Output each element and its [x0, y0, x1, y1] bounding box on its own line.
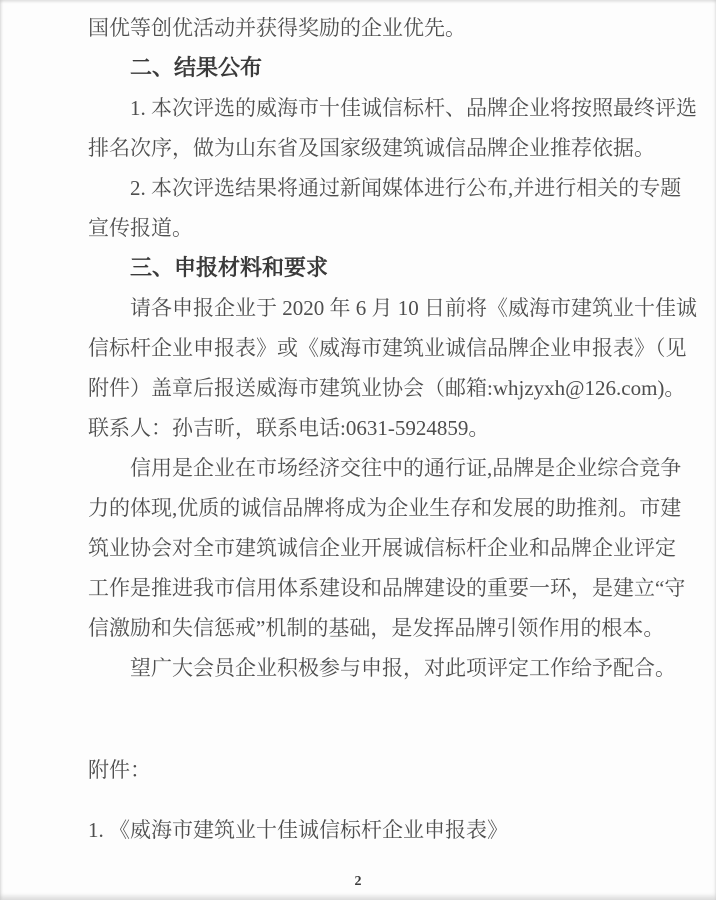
document-line: 请各申报企业于 2020 年 6 月 10 日前将《威海市建筑业十佳诚 — [130, 296, 697, 320]
document-line: 力的体现,优质的诚信品牌将成为企业生存和发展的助推剂。市建 — [88, 496, 682, 520]
document-line: 排名次序，做为山东省及国家级建筑诚信品牌企业推荐依据。 — [88, 136, 655, 160]
document-line: 筑业协会对全市建筑诚信企业开展诚信标杆企业和品牌企业评定 — [88, 536, 676, 560]
document-line: 信用是企业在市场经济交往中的通行证,品牌是企业综合竞争 — [130, 456, 682, 480]
document-line: 工作是推进我市信用体系建设和品牌建设的重要一环，是建立“守 — [88, 576, 686, 600]
document-line: 国优等创优活动并获得奖励的企业优先。 — [88, 16, 466, 40]
attachment-label: 附件： — [88, 758, 151, 782]
document-body — [88, 8, 697, 688]
document-line: 望广大会员企业积极参与申报，对此项评定工作给予配合。 — [130, 656, 676, 680]
document-line: 1. 本次评选的威海市十佳诚信标杆、品牌企业将按照最终评选 — [130, 96, 697, 120]
section-heading: 二、结果公布 — [130, 55, 263, 80]
section-heading: 三、申报材料和要求 — [130, 255, 329, 280]
document-line: 信标杆企业申报表》或《威海市建筑业诚信品牌企业申报表》（见 — [88, 336, 687, 360]
document-line: 宣传报道。 — [88, 216, 193, 240]
page-number: 2 — [354, 874, 362, 889]
document-line: 信激励和失信惩戒”机制的基础，是发挥品牌引领作用的根本。 — [88, 616, 665, 640]
attachment-item: 1. 《威海市建筑业十佳诚信标杆企业申报表》 — [88, 818, 508, 842]
document-line: 附件）盖章后报送威海市建筑业协会（邮箱:whjzyxh@126.com)。 — [88, 376, 686, 400]
document-line: 2. 本次评选结果将通过新闻媒体进行公布,并进行相关的专题 — [130, 176, 682, 200]
document-line: 联系人：孙吉昕，联系电话:0631-5924859。 — [88, 416, 490, 440]
